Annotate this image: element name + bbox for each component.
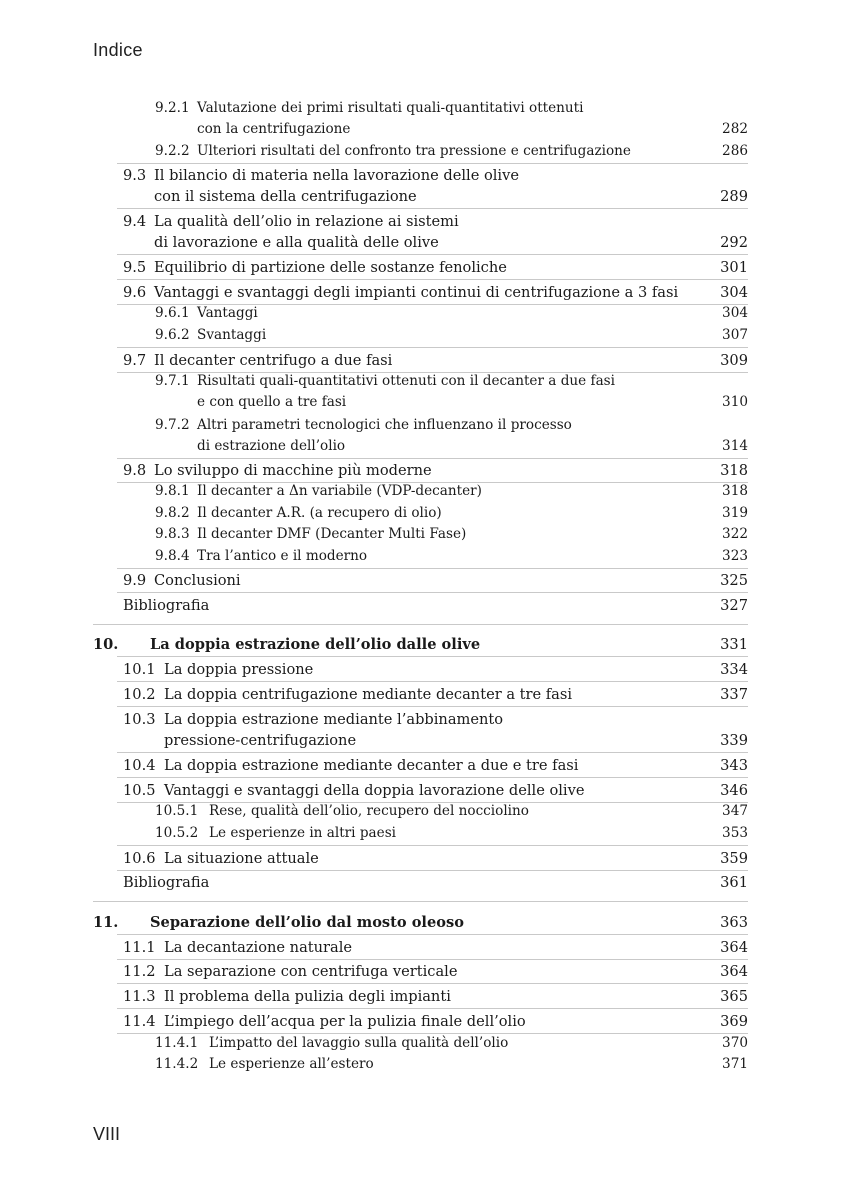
toc-entry-page: 286 xyxy=(722,143,748,159)
toc-divider xyxy=(117,777,748,778)
toc-entry-title: Vantaggi xyxy=(197,305,258,321)
toc-entry-number: 9.6.2 xyxy=(155,327,190,343)
toc-divider xyxy=(117,347,748,348)
toc-entry-title: Vantaggi e svantaggi della doppia lavorazione delle olive xyxy=(164,782,585,799)
toc-entry-title: La qualità dell’olio in relazione ai sistemi xyxy=(154,213,459,230)
toc-entry-page: 318 xyxy=(720,462,748,479)
toc-entry-title: pressione-centrifugazione xyxy=(164,732,357,749)
toc-entry-page: 292 xyxy=(720,234,748,251)
toc-divider xyxy=(117,706,748,707)
toc-divider xyxy=(117,656,748,657)
toc-entry-number: 10.4 xyxy=(123,757,156,774)
toc-divider xyxy=(117,208,748,209)
toc-divider xyxy=(117,870,748,871)
toc-entry-title: Rese, qualità dell’olio, recupero del nocciolino xyxy=(209,803,529,819)
toc-entry-title: Bibliografia xyxy=(123,597,210,614)
toc-entry-title: La decantazione naturale xyxy=(164,939,353,956)
toc-entry-title: Vantaggi e svantaggi degli impianti continui di centrifugazione a 3 fasi xyxy=(154,284,679,301)
toc-entry-number: 10.5.2 xyxy=(155,825,199,841)
toc-entry-title: e con quello a tre fasi xyxy=(197,394,347,410)
toc-entry-page: 364 xyxy=(720,963,748,980)
toc-entry-number: 9.2.2 xyxy=(155,143,190,159)
toc-divider xyxy=(117,983,748,984)
toc-entry-page: 289 xyxy=(720,188,748,205)
toc-entry-page: 327 xyxy=(720,597,748,614)
toc-entry-title: Bibliografia xyxy=(123,874,210,891)
toc-entry-page: 369 xyxy=(720,1013,748,1030)
toc-entry-number: 11.4.1 xyxy=(155,1035,199,1051)
toc-entry-title: La separazione con centrifuga verticale xyxy=(164,963,458,980)
toc-entry-title: Equilibrio di partizione delle sostanze fenoliche xyxy=(154,259,507,276)
toc-entry-page: 363 xyxy=(720,914,748,931)
toc-chapter-divider xyxy=(93,901,748,902)
toc-entry-page: 334 xyxy=(720,661,748,678)
page-number: VIII xyxy=(93,1124,121,1144)
toc-entry-page: 364 xyxy=(720,939,748,956)
toc-entry-title: Lo sviluppo di macchine più moderne xyxy=(154,462,432,479)
toc-entry-page: 331 xyxy=(720,636,748,653)
toc-divider xyxy=(117,254,748,255)
toc-entry-number: 9.5 xyxy=(123,259,147,276)
toc-entry-number: 9.8.3 xyxy=(155,526,190,542)
toc-entry-number: 10.5.1 xyxy=(155,803,199,819)
toc-entry-number: 9.8.2 xyxy=(155,505,190,521)
toc-entry-page: 319 xyxy=(722,505,748,521)
toc-entry-number: 11.2 xyxy=(123,963,156,980)
toc-entry-number: 10.6 xyxy=(123,850,156,867)
toc-entry-title: Le esperienze in altri paesi xyxy=(209,825,397,841)
toc-entry-title: Conclusioni xyxy=(154,572,241,589)
toc-entry-page: 371 xyxy=(722,1056,748,1072)
toc-entry-page: 361 xyxy=(720,874,748,891)
toc-entry-title: La doppia estrazione mediante l’abbinamento xyxy=(164,711,504,728)
toc-entry-title: Tra l’antico e il moderno xyxy=(197,548,368,564)
toc-entry-page: 310 xyxy=(722,394,748,410)
toc-entry-number: 11.1 xyxy=(123,939,156,956)
toc-entry-title: di lavorazione e alla qualità delle olive xyxy=(154,234,439,251)
toc-entry-title: La doppia estrazione dell’olio dalle olive xyxy=(150,636,481,653)
toc-entry-number: 9.3 xyxy=(123,167,147,184)
toc-entry-number: 9.4 xyxy=(123,213,147,230)
toc-entry-title: Altri parametri tecnologici che influenzano il processo xyxy=(197,417,572,433)
toc-entry-number: 9.9 xyxy=(123,572,147,589)
toc-divider xyxy=(117,934,748,935)
toc-divider xyxy=(117,163,748,164)
toc-divider xyxy=(117,752,748,753)
toc-entry-page: 359 xyxy=(720,850,748,867)
toc-entry-title: Il decanter A.R. (a recupero di olio) xyxy=(197,505,442,521)
toc-entry-page: 347 xyxy=(722,803,748,819)
toc-divider xyxy=(117,1008,748,1009)
toc-entry-page: 346 xyxy=(720,782,748,799)
toc-entry-title: Il decanter centrifugo a due fasi xyxy=(154,352,393,369)
toc-entry-title: L’impatto del lavaggio sulla qualità dell’olio xyxy=(209,1035,509,1051)
toc-entry-number: 9.7.2 xyxy=(155,417,190,433)
toc-entry-number: 9.2.1 xyxy=(155,100,190,116)
toc-entry-number: 11.3 xyxy=(123,988,156,1005)
toc-entry-title: La doppia pressione xyxy=(164,661,314,678)
toc-entry-number: 11.4 xyxy=(123,1013,156,1030)
toc-entry-page: 343 xyxy=(720,757,748,774)
toc-divider xyxy=(117,681,748,682)
toc-entry-number: 10.5 xyxy=(123,782,156,799)
toc-entry-title: Le esperienze all’estero xyxy=(209,1056,374,1072)
toc-entry-number: 10.3 xyxy=(123,711,156,728)
toc-entry-page: 304 xyxy=(722,305,748,321)
toc-entry-title: Il decanter a Δn variabile (VDP-decanter) xyxy=(197,483,482,499)
toc-entry-page: 339 xyxy=(720,732,748,749)
toc-entry-number: 10.1 xyxy=(123,661,156,678)
toc-entry-title: L’impiego dell’acqua per la pulizia finale dell’olio xyxy=(164,1013,526,1030)
toc-entry-title: La doppia centrifugazione mediante decanter a tre fasi xyxy=(164,686,573,703)
toc-entry-number: 9.8 xyxy=(123,462,147,479)
toc-entry-page: 370 xyxy=(722,1035,748,1051)
toc-entry-page: 325 xyxy=(720,572,748,589)
toc-entry-title: Risultati quali-quantitativi ottenuti con il decanter a due fasi xyxy=(197,373,616,389)
toc-entry-title: Valutazione dei primi risultati quali-quantitativi ottenuti xyxy=(197,100,584,116)
toc-entry-page: 282 xyxy=(722,121,748,137)
toc-entry-number: 9.7.1 xyxy=(155,373,190,389)
toc-entry-number: 9.8.4 xyxy=(155,548,190,564)
toc-entry-page: 322 xyxy=(722,526,748,542)
toc-divider xyxy=(117,279,748,280)
toc-entry-number: 10. xyxy=(93,636,119,653)
toc-entry-title: La doppia estrazione mediante decanter a due e tre fasi xyxy=(164,757,579,774)
toc-divider xyxy=(117,568,748,569)
toc-entry-title: Ulteriori risultati del confronto tra pressione e centrifugazione xyxy=(197,143,631,159)
toc-entry-title: Il bilancio di materia nella lavorazione delle olive xyxy=(154,167,519,184)
toc-entry-page: 314 xyxy=(722,438,748,454)
toc-entry-page: 307 xyxy=(722,327,748,343)
toc-entry-page: 318 xyxy=(722,483,748,499)
toc-entry-title: Svantaggi xyxy=(197,327,267,343)
toc-entry-title: Il problema della pulizia degli impianti xyxy=(164,988,451,1005)
toc-entry-page: 304 xyxy=(720,284,748,301)
toc-entry-title: con la centrifugazione xyxy=(197,121,351,137)
toc-entry-page: 323 xyxy=(722,548,748,564)
toc-chapter-divider xyxy=(93,624,748,625)
toc-entry-title: di estrazione dell’olio xyxy=(197,438,346,454)
toc-divider xyxy=(117,458,748,459)
toc-entry-page: 301 xyxy=(720,259,748,276)
toc-entry-title: Separazione dell’olio dal mosto oleoso xyxy=(150,914,464,931)
toc-divider xyxy=(117,959,748,960)
toc-entry-page: 365 xyxy=(720,988,748,1005)
toc-entry-title: Il decanter DMF (Decanter Multi Fase) xyxy=(197,526,467,542)
toc-entry-number: 11. xyxy=(93,914,119,931)
toc-entry-page: 353 xyxy=(722,825,748,841)
toc-entry-page: 309 xyxy=(720,352,748,369)
toc-entry-page: 337 xyxy=(720,686,748,703)
toc-divider xyxy=(117,592,748,593)
toc-entry-number: 9.6 xyxy=(123,284,147,301)
toc-entry-title: La situazione attuale xyxy=(164,850,319,867)
toc-entry-number: 10.2 xyxy=(123,686,156,703)
toc-entry-number: 9.8.1 xyxy=(155,483,190,499)
toc-entry-number: 9.6.1 xyxy=(155,305,190,321)
toc-entry-number: 9.7 xyxy=(123,352,147,369)
toc-divider xyxy=(117,845,748,846)
toc-entry-number: 11.4.2 xyxy=(155,1056,199,1072)
toc-entry-title: con il sistema della centrifugazione xyxy=(154,188,417,205)
running-head: Indice xyxy=(93,40,143,60)
